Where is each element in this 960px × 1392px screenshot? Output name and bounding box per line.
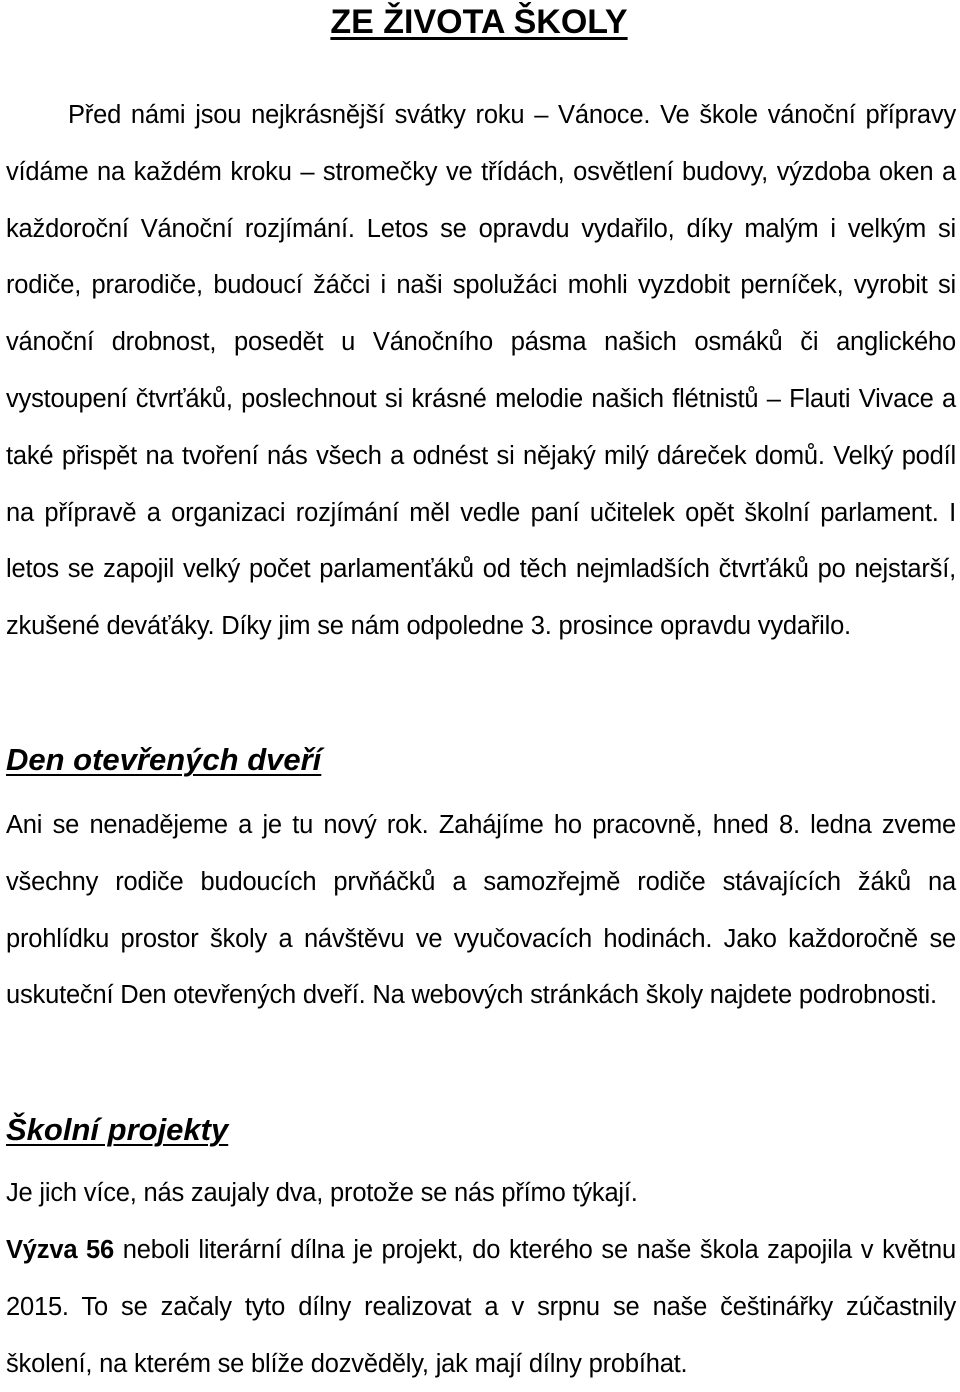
projects-intro-paragraph: Je jich více, nás zaujaly dva, protože se nás přímo týkají. — [6, 1179, 638, 1207]
projects-paragraph — [6, 1222, 956, 1392]
section-heading-open-day: Den otevřených dveří — [6, 742, 322, 777]
intro-paragraph-text: Před námi jsou nejkrásnější svátky roku – Vánoce. Ve škole vánoční přípravy vídáme na každém kroku – stromečky ve třídách, osvětlení budovy, výzdoba oken a každoroční Vánoční rozjímání. Letos se opravdu vydařilo, díky malým i velkým si rodiče, prarodiče, budoucí žáčci i naši spolužáci mohli vyzdobit perníček, vyrobit si vánoční drobnost, posedět u Vánočního pásma našich osmáků či anglického vystoupení čtvrťáků, poslechnout si krásné melodie našich flétnistů – Flauti Vivace a také přispět na tvoření nás všech a odnést si nějaký milý dáreček domů. Velký podíl na přípravě a organizaci rozjímání měl vedle paní učitelek opět školní parlament. I letos se zapojil velký počet parlamenťáků od těch nejmladších čtvrťáků po nejstarší, zkušené deváťáky. Díky jim se nám odpoledne 3. prosince opravdu vydařilo. — [6, 101, 956, 641]
section-heading-school-projects: Školní projekty — [6, 1112, 229, 1147]
projects-paragraph-bold-label: Výzva 56 — [6, 1236, 115, 1264]
page-title-text: ZE ŽIVOTA ŠKOLY — [330, 3, 628, 41]
open-day-paragraph: Ani se nenadějeme a je tu nový rok. Zahájíme ho pracovně, hned 8. ledna zveme všechny rodiče budoucích prvňáčků a samozřejmě rodiče stávajících žáků na prohlídku prostor školy a návštěvu ve vyučovacích hodinách. Jako každoročně se uskuteční Den otevřených dveří. Na webových stránkách školy najdete podrobnosti. — [6, 811, 956, 1010]
intro-paragraph — [6, 87, 956, 655]
projects-paragraph-text: neboli literární dílna je projekt, do kterého se naše škola zapojila v květnu 2015. To se začaly tyto dílny realizovat a v srpnu se naše češtinářky zúčastnily školení, na kterém se blíže dozvěděly, jak mají dílny probíhat. — [6, 1236, 956, 1378]
page-title — [0, 0, 960, 44]
